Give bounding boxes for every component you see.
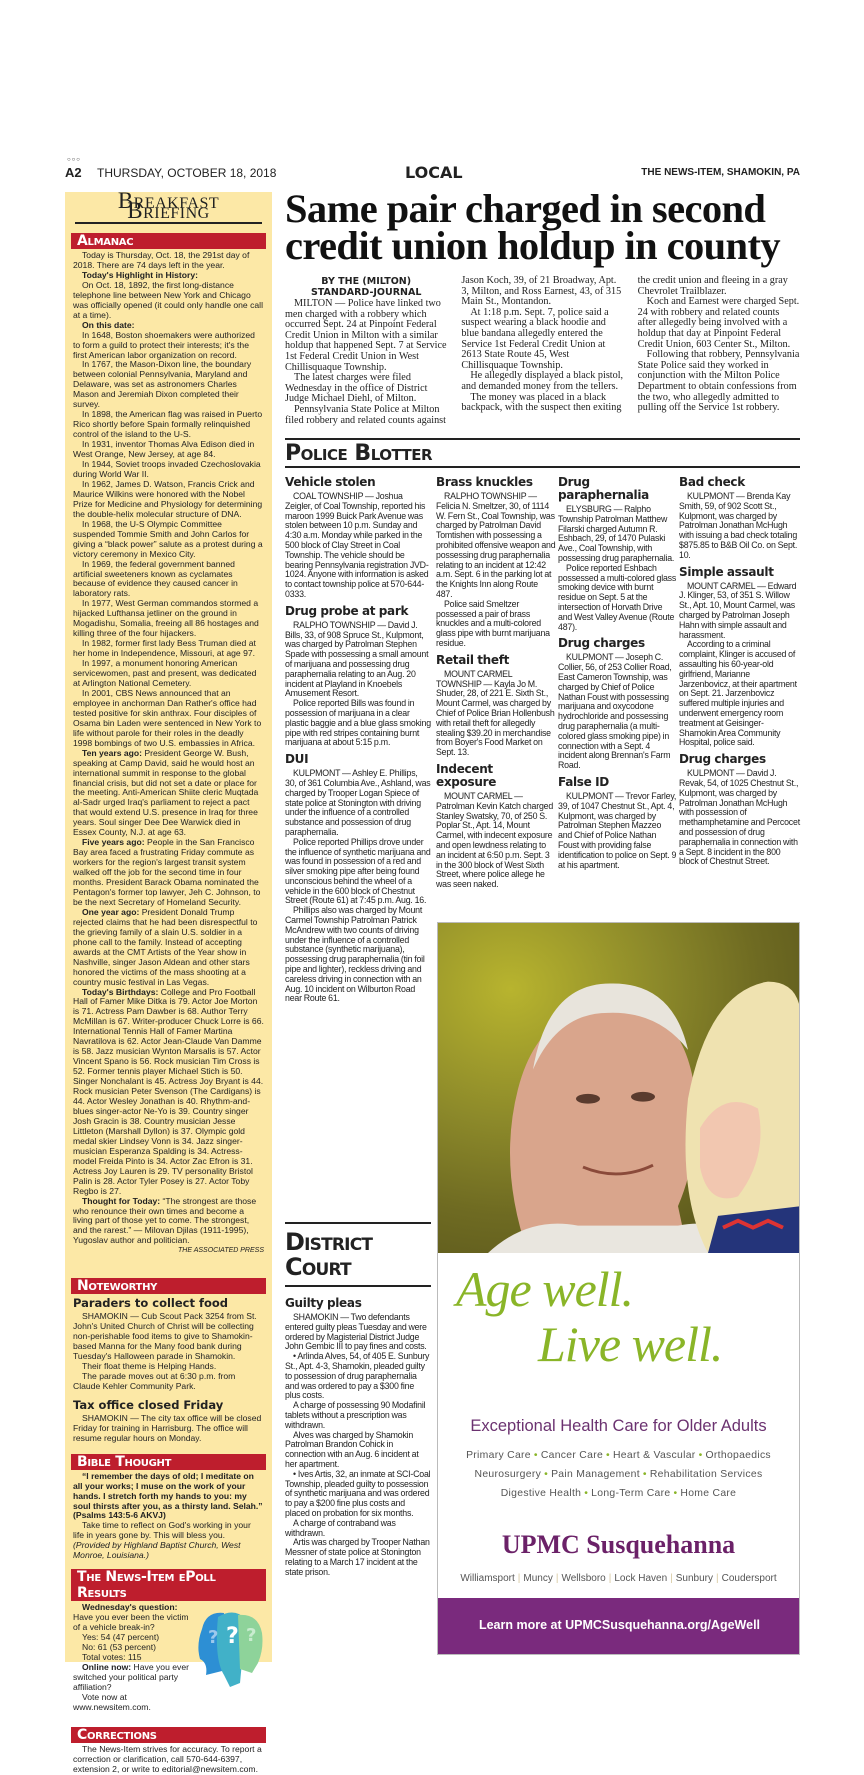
item-body <box>285 621 431 748</box>
paragraph <box>285 1352 431 1401</box>
item-headline: DUI <box>285 752 309 767</box>
item-headline: Drug paraphernalia <box>558 475 649 502</box>
paragraph <box>558 792 677 870</box>
paragraph <box>73 908 264 988</box>
paragraph-text: KULPMONT — Ashley E. Phillips, 30, of 361 Columbia Ave., Ashland, was charged by Trooper Logan Spiece of state police at Stonington with driving under the influence of a controlled substance and possession of drug paraphernalia. <box>285 768 431 837</box>
item-headline: Drug probe at park <box>285 603 409 618</box>
paragraph-text: In 1931, inventor Thomas Alva Edison died in West Orange, New Jersey, at age 84. <box>73 439 255 460</box>
paper-name: THE NEWS-ITEM, SHAMOKIN, PA <box>641 167 800 178</box>
paragraph-text: In 1968, the U-S Olympic Committee suspended Tommie Smith and John Carlos for giving a “black power” salute as a protest during a victory ceremony in Mexico City. <box>73 518 263 559</box>
ad-photo <box>438 923 800 1253</box>
list-item: Home Care <box>680 1488 737 1499</box>
paragraph <box>73 440 264 460</box>
sidebar-title: Breakfast Briefing <box>75 192 262 224</box>
paragraph-text: KULPMONT — Trevor Farley, 39, of 1047 Chestnut St., Apt. 4, Kulpmont, was charged by Patrolman Stephen Mazzeo and Chief of Police Nathan Foust with providing false identification to police on Sept. 9 at his apartment. <box>558 790 677 870</box>
paragraph <box>73 838 264 908</box>
main-article <box>285 276 800 436</box>
list-item: Sunbury <box>675 1573 714 1584</box>
list-item: Heart & Vascular <box>613 1450 696 1461</box>
pipe-separator: | <box>716 1573 719 1584</box>
list-item: Lock Haven <box>614 1573 668 1584</box>
list-item: Muncy <box>523 1573 553 1584</box>
paragraph-text: At 1:18 p.m. Sept. 7, police said a suspect wearing a black hoodie and blue bandana allegedly entered the Service 1st Federal Credit Union at 2613 State Route 45, West Chillisquaque Township. <box>461 306 609 371</box>
noteworthy-item-title: Tax office closed Friday <box>73 1397 224 1412</box>
ad-tagline: Exceptional Health Care for Older Adults <box>470 1417 767 1435</box>
paragraph-text: Vote now at www.newsitem.com. <box>73 1691 151 1712</box>
article-body <box>285 276 800 426</box>
page-dots-icon: ○○○ <box>67 157 81 163</box>
reflection-text: Take time to reflect on God's working in your life in years gone by. This will bless you. <box>73 1520 251 1541</box>
list-item: Digestive Health <box>500 1488 582 1499</box>
list-item: Neurosurgery <box>474 1469 542 1480</box>
item-body <box>285 492 431 600</box>
noteworthy-item-body <box>73 1312 264 1392</box>
paragraph <box>285 1538 431 1577</box>
paragraph-text: COAL TOWNSHIP — Joshua Zeigler, of Coal Township, reported his maroon 1999 Buick Park Avenue was stolen between 10 p.m. Sunday and 4:30 a.m. Monday while parked in the 500 block of Clay Street in Coal Township. The vehicle should be bearing Pennsylvania registration JVD-1024. Anyone with information is asked to contact township police at 570-644-0333. <box>285 491 429 599</box>
bible-verse: “I remember the days of old; I meditate on all your works; I muse on the work of your hands. I stretch forth my hands to you: my soul thirsts after you, as a thirsty land. Selah.” (Psalms 143:5-6 AKVJ) <box>73 1470 263 1521</box>
paragraph <box>73 1372 264 1392</box>
paragraph-text: KULPMONT — David J. Revak, 54, of 1025 Chestnut St., Kulpmont, was charged by Patrolman Jonathan McHugh with possession of methamphetamine and Percocet and possession of drug paraphernalia in connection with a Sept. 8 incident in the 800 block of Chestnut Street. <box>679 768 800 867</box>
item-headline: Retail theft <box>436 652 510 667</box>
corrections-text: The News-Item strives for accuracy. To report a correction or clarification, call 570-644-6397, extension 2, or write to editorial@newsitem.com. <box>73 1743 262 1774</box>
paragraph <box>73 1603 191 1633</box>
paragraph <box>73 659 264 689</box>
paragraph <box>558 564 677 633</box>
paragraph-text: People in the San Francisco Bay area faced a frustrating Friday commute as workers for the region's largest transit system walked off the job for the second time in four months. President Barack Obama nominated the Pentagon's former top lawyer, Jeh C. Johnson, to be the next Secretary of Homeland Security. <box>73 837 261 907</box>
paragraph <box>679 769 800 867</box>
list-item: Wellsboro <box>561 1573 606 1584</box>
paragraph <box>285 699 431 748</box>
paragraph-text: A charge of contraband was withdrawn. <box>285 1517 396 1538</box>
item-body <box>436 792 556 890</box>
almanac-body <box>73 251 264 1246</box>
paragraph <box>285 1431 431 1470</box>
item-body <box>558 792 677 870</box>
item-headline: Indecent exposure <box>436 761 497 789</box>
upmc-logo: UPMC Susquehanna <box>501 1530 736 1559</box>
byline-line: BY THE (MILTON) <box>321 276 412 287</box>
paragraph <box>73 480 264 520</box>
paragraph <box>461 308 623 372</box>
paragraph <box>285 1470 431 1519</box>
paragraph <box>285 492 431 600</box>
bullet-separator: • <box>533 1450 538 1461</box>
epoll-results <box>73 1603 264 1712</box>
paragraph-text: MOUNT CARMEL — Edward J. Klinger, 53, of 351 S. Willow St., Apt. 10, Mount Carmel, was charged by Patrolman Joseph Hahn with simple assault and harassment. <box>679 580 797 640</box>
item-headline: Guilty pleas <box>285 1296 362 1310</box>
noteworthy-item-body <box>73 1414 264 1444</box>
list-item: Primary Care <box>466 1450 531 1461</box>
paragraph-text: MOUNT CARMEL TOWNSHIP — Kayla Jo M. Shuder, 28, of 221 E. Sixth St., Mount Carmel, was charged by Chief of Police Brian Hollenbush with retail theft for allegedly stealing $39.20 in merchandise from Boyer's Food Market on Sept. 13. <box>436 668 555 758</box>
paragraph <box>558 653 677 771</box>
paragraph <box>285 1313 431 1352</box>
paragraph-text: In 1767, the Mason-Dixon line, the boundary between colonial Pennsylvania, Maryland and Delaware, was set as astronomers Charles Mason and Jeremiah Dixon completed their survey. <box>73 359 252 410</box>
paragraph <box>73 749 264 839</box>
paragraph-text: Have you ever been the victim of a vehicle break-in? <box>73 1612 189 1633</box>
district-court-heading: District Court <box>285 1222 431 1287</box>
paragraph-text: Today is Thursday, Oct. 18, the 291st day of 2018. There are 74 days left in the year. <box>73 250 250 270</box>
paragraph-text: Pennsylvania State Police at Milton filed robbery and related counts against Jason Koch, 39, of 21 Broadway, Apt. 3, Milton, and Ross Earnest, 43, of 315 Main St., Montandon. <box>285 275 622 426</box>
paragraph <box>679 582 800 641</box>
paragraph <box>285 906 431 1004</box>
noteworthy-item-title: Paraders to collect food <box>73 1296 229 1311</box>
paragraph-lead: Thought for Today: <box>82 1195 161 1206</box>
bullet-separator: • <box>642 1469 647 1480</box>
svg-text:?: ? <box>246 1625 257 1647</box>
paragraph-text: The latest charges were filed Wednesday in the office of District Judge Michael Diehl, of Milton. <box>285 372 428 405</box>
pipe-separator: | <box>555 1573 559 1584</box>
district-court-section <box>285 1222 431 1578</box>
list-item: Pain Management <box>551 1469 640 1480</box>
bullet-separator: • <box>584 1488 589 1499</box>
paragraph-text: President George W. Bush, speaking at Camp David, said he would host an international summit in response to the global financial crisis, but did not set a date or place for the meeting. Anti-American Shiite cleric Muqtada al-Sadr urged Iraq's parliament to reject a pact that would extend U.S. presence in Iraq for three years. Soul singer Dee Dee Warwick died in Essex County, N.J. at age 63. <box>73 747 259 838</box>
paragraph-text: Yes: 54 (47 percent) <box>82 1632 160 1643</box>
paragraph-text: No: 61 (53 percent) <box>82 1642 157 1653</box>
item-headline: False ID <box>558 774 609 789</box>
paragraph <box>73 520 264 560</box>
paragraph <box>73 1693 191 1713</box>
paragraph <box>73 251 264 271</box>
paragraph-lead: On this date: <box>82 319 135 330</box>
list-item: Orthopaedics <box>705 1450 771 1461</box>
paragraph-text: College and Pro Football Hall of Famer Mike Ditka is 79. Actor Joe Morton is 71. Actress Pam Dawber is 68. Author Terry McMillan is 67. Writer-producer Chuck Lorre is 66. International Tennis Hall of Famer Martina Navratilova is 62. Actor Jean-Claude Van Damme is 58. Jazz musician Wynton Marsalis is 57. Actor Vincent Spano is 56. Rock musician Tim Cross is 52. Former tennis player Michael Stich is 50. Singer Nonchalant is 45. Actress Joy Bryant is 44. Rock musician Peter Svenson (The Cardigans) is 44. Actor Wesley Jonathan is 40. Rhythm-and-blues singer-actor Ne-Yo is 39. Country singer Josh Gracin is 38. Country musician Jesse Littleton (Marshall Dyllon) is 37. Olympic gold medal skier Lindsey Vonn is 34. Jazz singer-musician Esperanza Spalding is 34. Actress-model Freida Pinto is 34. Actor Zac Efron is 31. Actress Joy Lauren is 29. TV personality Bristol Palin is 28. Actor Tyler Posey is 27. Actor Toby Regbo is 27. <box>73 986 264 1196</box>
paragraph <box>285 1519 431 1539</box>
police-blotter-heading: Police Blotter <box>285 438 800 468</box>
paragraph-lead: Wednesday's question: <box>82 1602 178 1613</box>
paragraph-text: In 1944, Soviet troops invaded Czechoslovakia during World War II. <box>73 459 261 479</box>
paragraph <box>73 689 264 749</box>
paragraph-text: Have you ever switched your political party affiliation? <box>73 1661 189 1692</box>
bullet-separator: • <box>606 1450 610 1461</box>
paragraph-text: In 1982, former first lady Bess Truman died at her home in Independence, Missouri, at age 97. <box>73 638 256 659</box>
blotter-column <box>285 476 431 1004</box>
paragraph-text: Koch and Earnest were charged Sept. 24 with robbery and related counts after allegedly being involved with a holdup that day at Pinpoint Federal Credit Union, 603 Center St., Milton. <box>637 296 800 350</box>
ad-services-row <box>438 1488 799 1499</box>
paragraph <box>285 769 431 838</box>
paragraph <box>461 371 623 392</box>
paragraph <box>73 1663 191 1693</box>
paragraph-text: Total votes: 115 <box>82 1652 142 1662</box>
paragraph <box>73 1197 264 1247</box>
item-headline: Brass knuckles <box>436 475 533 489</box>
ad-services-row <box>438 1450 799 1461</box>
noteworthy-heading: Noteworthy <box>71 1278 266 1294</box>
paragraph-text: • Arlinda Alves, 54, of 405 E. Sunbury St., Apt. 4-3, Shamokin, pleaded guilty to possession of drug paraphernalia and was ordered to pay a $300 fine plus costs. <box>285 1351 430 1401</box>
epoll-body <box>73 1603 191 1712</box>
district-court-items <box>285 1297 431 1578</box>
paragraph-text: In 1962, James D. Watson, Francis Crick and Maurice Wilkins were honored with the Nobel Prize for Medicine and Physiology for determining the double-helix molecular structure of DNA. <box>73 478 263 519</box>
paragraph <box>558 505 677 564</box>
list-item: Coudersport <box>721 1573 777 1584</box>
paragraph <box>73 331 264 361</box>
ad-services-row <box>438 1469 799 1480</box>
epoll-heading: The News-Item ePoll Results <box>71 1569 266 1601</box>
paragraph-text: • Ives Artis, 32, an inmate at SCI-Coal Township, pleaded guilty to possession of synthetic marijuana and was ordered to pay a $200 fine plus costs and placed on probation for six months. <box>285 1468 431 1518</box>
paragraph <box>73 988 264 1197</box>
paragraph <box>73 360 264 410</box>
issue-date: THURSDAY, OCTOBER 18, 2018 <box>97 166 277 180</box>
paragraph-text: In 2001, CBS News announced that an employee in anchorman Dan Rather's office had tested positive for skin anthrax. Four disciples of Osama bin Laden were sentenced in New York to life without parole for their roles in the deadly 1998 bombings of two U.S. embassies in Africa. <box>73 687 262 748</box>
paragraph-text: KULPMONT — Brenda Kay Smith, 59, of 902 Scott St., Kulpmont, was charged by Patrolman Jonathan McHugh with issuing a bad check totaling $875.85 to B&B Oil Co. on Sept. 10. <box>679 491 798 560</box>
paragraph-lead: One year ago: <box>82 906 140 917</box>
item-body <box>679 769 800 867</box>
paragraph-text: “The strongest are those who renounce their own times and become a living part of those yet to come. The strongest, and the rarest.” — Milovan Djilas (1911-1995), Yugoslav author and politician. <box>73 1195 257 1246</box>
bullet-separator: • <box>698 1450 703 1461</box>
paragraph-text: Artis was charged by Trooper Nathan Messner of state police at Stonington relating to a March 17 incident at the state prison. <box>285 1537 430 1577</box>
paragraph <box>73 1414 264 1444</box>
paragraph-text: Police reported Eshbach possessed a multi-colored glass smoking device with burnt residue on Sept. 5 at the intersection of Horvath Drive and West Valley Avenue (Route 487). <box>558 562 677 632</box>
paragraph <box>285 621 431 699</box>
upmc-advertisement[interactable] <box>437 922 800 1655</box>
svg-text:?: ? <box>226 1624 239 1650</box>
bible-credit: (Provided by Highland Baptist Church, West Monroe, Louisiana.) <box>73 1540 241 1561</box>
pipe-separator: | <box>670 1573 673 1584</box>
paragraph-text: Police reported Bills was found in possession of marijuana in a clear plastic baggie and a blue glass smoking pipe with red stripes containing burnt marijuana at about 5:15 p.m. <box>285 698 431 748</box>
paragraph-text: MILTON — Police have linked two men charged with a robbery which occurred Sept. 24 at Pinpoint Federal Credit Union in Milton with a similar holdup that happened Sept. 7 at Service 1st Federal Credit Union in West Chillisquaque Township. <box>285 298 447 373</box>
paragraph-text: Phillips also was charged by Mount Carmel Township Patrolman Patrick McAndrew with two counts of driving under the influence of a controlled substance (synthetic marijuana), possessing drug paraphernalia (tin foil pipe and lighter), reckless driving and careless driving in connection with an Aug. 10 incident on Wilburton Road near Route 61. <box>285 905 425 1004</box>
paragraph-text: In 1648, Boston shoemakers were authorized to form a guild to protect their interests; it's the first American labor organization on record. <box>73 329 255 360</box>
pipe-separator: | <box>517 1573 521 1584</box>
item-body <box>436 670 556 758</box>
paragraph-lead: Today's Birthdays: <box>82 986 159 997</box>
section-name: LOCAL <box>405 163 463 182</box>
paragraph-text: In 1977, West German commandos stormed a hijacked Lufthansa jetliner on the ground in Mogadishu, Somalia, freeing all 86 hostages and killing three of the four hijackers. <box>73 598 259 639</box>
list-item: Rehabilitation Services <box>649 1469 763 1480</box>
paragraph <box>285 1401 431 1430</box>
paragraph <box>679 640 800 748</box>
paragraph <box>73 460 264 480</box>
item-body <box>285 1313 431 1578</box>
paragraph <box>73 560 264 600</box>
paragraph-text: The money was placed in a black backpack, with the suspect then exiting the credit union and fleeing in a gray Chevrolet Trailblazer. <box>461 275 788 414</box>
paragraph-lead: Online now: <box>82 1661 132 1672</box>
item-body <box>679 492 800 561</box>
paragraph-text: In 1898, the American flag was raised in Puerto Rico shortly before Spain formally relinquished control of the island to the U-S. <box>73 409 263 440</box>
ad-learn-more-link[interactable]: Learn more at UPMCSusquehanna.org/AgeWell <box>438 1598 800 1655</box>
paragraph-text: On Oct. 18, 1892, the first long-distance telephone line between New York and Chicago was officially opened (it could only handle one call at a time). <box>73 279 263 320</box>
item-body <box>558 505 677 632</box>
list-item: Cancer Care <box>540 1450 604 1461</box>
question-heads-icon <box>194 1609 264 1689</box>
paragraph <box>73 599 264 639</box>
byline-line: STANDARD-JOURNAL <box>310 287 422 298</box>
item-body <box>679 582 800 749</box>
paragraph-lead: Ten years ago: <box>82 747 143 758</box>
paragraph <box>436 600 556 649</box>
item-headline: Drug charges <box>558 636 645 651</box>
almanac-heading: Almanac <box>71 233 266 249</box>
paragraph-text: MOUNT CARMEL — Patrolman Kevin Katch charged Stanley Swatsky, 70, of 250 S. Poplar St., Apt. 14, Mount Carmel, with indecent exposure and open lewdness relating to an incident at 6:50 p.m. Sept. 3 in the 300 block of West Sixth Street, where police allege he was seen naked. <box>436 790 554 890</box>
paragraph-text: RALPHO TOWNSHIP — David J. Bills, 33, of 908 Spruce St., Kulpmont, was charged by Patrolman Stephen Spade with possessing a small amount of marijuana and possessing drug paraphernalia relating to an Aug. 20 incident at Playland in Knoebels Amusement Resort. <box>285 619 429 699</box>
item-headline: Bad check <box>679 475 745 489</box>
paragraph <box>436 670 556 758</box>
item-body <box>558 653 677 771</box>
paragraph <box>285 373 447 405</box>
paragraph <box>73 639 264 659</box>
page-number: A2 <box>65 165 82 180</box>
item-body <box>285 769 431 1004</box>
pipe-separator: | <box>608 1573 612 1584</box>
paragraph-text: Alves was charged by Shamokin Patrolman Brandon Cohick in connection with an Aug. 6 incident at her apartment. <box>285 1429 419 1469</box>
paragraph-text: Their float theme is Helping Hands. <box>82 1360 217 1371</box>
paragraph-text: SHAMOKIN — The city tax office will be closed Friday for training in Harrisburg. The office will resume regular hours on Monday. <box>73 1412 262 1443</box>
almanac-credit: THE ASSOCIATED PRESS <box>178 1247 264 1255</box>
main-headline: Same pair charged in second credit union holdup in county <box>285 186 781 268</box>
blotter-column <box>436 476 556 890</box>
paragraph-lead: Today's Highlight in History: <box>82 269 198 280</box>
byline <box>285 276 447 298</box>
paragraph-text: ELYSBURG — Ralpho Township Patrolman Matthew Filarski charged Autumn R. Eshbach, 29, of 1470 Pulaski Ave., Coal Township, with possessing drug paraphernalia. <box>558 504 675 563</box>
paragraph <box>638 350 800 414</box>
paragraph-text: In 1969, the federal government banned artificial sweeteners known as cyclamates because of evidence they caused cancer in laboratory rats. <box>73 558 238 599</box>
bible-thought-heading: Bible Thought <box>71 1454 266 1470</box>
paragraph-text: In 1997, a monument honoring American servicewomen, past and present, was dedicated at Arlington National Cemetery. <box>73 658 257 688</box>
item-body <box>436 492 556 649</box>
paragraph-text: SHAMOKIN — Two defendants entered guilty pleas Tuesday and were ordered by Magisterial District Judge John Gembic III to pay fines and costs. <box>285 1312 427 1352</box>
ad-slogan-line1: Age well. <box>456 1261 634 1317</box>
blotter-column <box>679 476 800 867</box>
page-header <box>65 157 800 182</box>
paragraph <box>73 281 264 321</box>
bible-reflection <box>73 1521 264 1561</box>
bullet-separator: • <box>544 1469 549 1480</box>
paragraph <box>679 492 800 561</box>
paragraph <box>436 492 556 600</box>
blotter-column <box>558 476 677 870</box>
paragraph-text: Police said Smeltzer possessed a pair of brass knuckles and a multi-colored glass pipe with burnt marijuana residue. <box>436 598 550 648</box>
paragraph-text: According to a criminal complaint, Klinger is accused of assaulting his 60-year-old girlfriend, Marianne Jarzenbovicz, at their apartment on Sept. 21. Jarzenbovicz suffered multiple injuries and underwent emergency room treatment at Geisinger-Shamokin Area Community Hospital, police said. <box>679 639 797 748</box>
ad-slogan-line2: Live well. <box>538 1316 723 1372</box>
paragraph-text: KULPMONT — Joseph C. Collier, 56, of 253 Collier Road, East Cameron Township, was charged by Chief of Police Nathan Foust with possessing marijuana and oxycodone hydrochloride and possessing drug paraphernalia (a multi-colored glass smoking pipe) in connection with a Sept. 4 incident along Brennan's Farm Road. <box>558 652 672 771</box>
breakfast-briefing-sidebar <box>65 188 272 1774</box>
list-item: Williamsport <box>460 1573 515 1584</box>
paragraph-text: SHAMOKIN — Cub Scout Pack 3254 from St. John's United Church of Christ will be collecting non-perishable food items to give to Shamokin-based Manna for the Many food bank during Tuesday's Halloween parade in Shamokin. <box>73 1311 257 1362</box>
paragraph-text: RALPHO TOWNSHIP — Felicia N. Smeltzer, 30, of 1114 W. Fern St., Coal Township, was charged by Patrolman David Tomtishen with possessing a prohibited offensive weapon and possessing drug paraphernalia relating to an incident at 12:42 a.m. Sept. 6 in the parking lot at the Knights Inn along Route 487. <box>436 491 556 599</box>
svg-text:?: ? <box>208 1627 219 1649</box>
item-headline: Drug charges <box>679 752 766 767</box>
ad-cities <box>438 1573 799 1584</box>
paragraph <box>73 410 264 440</box>
item-headline: Simple assault <box>679 564 774 579</box>
paragraph <box>73 1312 264 1362</box>
grandfather-granddaughter-image <box>438 923 800 1253</box>
corrections-heading: Corrections <box>71 1727 266 1743</box>
paragraph-text: The parade moves out at 6:30 p.m. from Claude Kehler Community Park. <box>73 1370 236 1391</box>
paragraph-text: Following that robbery, Pennsylvania State Police said they worked in conjunction with the Milton Police Department to obtain confessions from the two, who allegedly admitted to pulling off the Service 1st robbery. <box>637 349 800 414</box>
paragraph <box>638 297 800 350</box>
bullet-separator: • <box>673 1488 678 1499</box>
paragraph-lead: Five years ago: <box>82 837 145 848</box>
paragraph-text: President Donald Trump rejected claims that he had been disrespectful to the grieving family of a slain U.S. soldier in a phone call to the family. Instead of accepting awards at the CMT Artists of the Year show in Nashville, singer Jason Aldean and other stars honored the victims of the mass shooting at a country music festival in Las Vegas. <box>73 906 258 987</box>
paragraph <box>285 838 431 907</box>
paragraph <box>436 792 556 890</box>
paragraph-text: Police reported Phillips drove under the influence of synthetic marijuana and was found in possession of a red and silver smoking pipe after being found unconscious behind the wheel of a vehicle in the 600 block of Chestnut Street (Route 61) at 7:45 p.m. Aug. 16. <box>285 836 431 906</box>
paragraph <box>285 299 447 373</box>
paragraph-text: A charge of possessing 90 Modafinil tablets without a prescription was withdrawn. <box>285 1400 426 1430</box>
list-item: Long-Term Care <box>591 1488 671 1499</box>
paragraph-text: He allegedly displayed a black pistol, and demanded money from the tellers. <box>461 370 624 392</box>
item-headline: Vehicle stolen <box>285 475 376 489</box>
